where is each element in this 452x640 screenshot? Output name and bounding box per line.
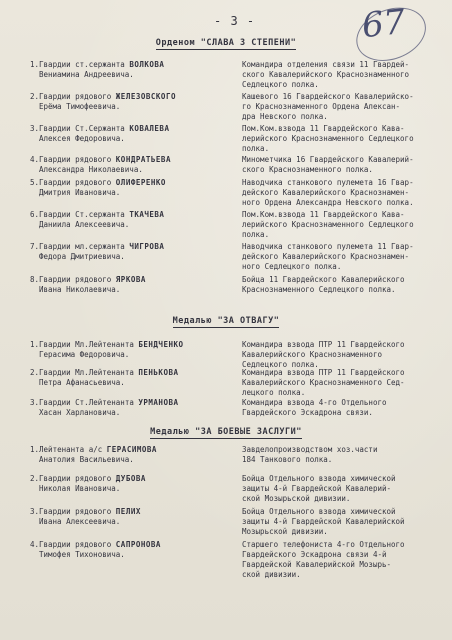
- rank-line: [30, 178, 230, 188]
- given-name-text: Федора Дмитриевича.: [39, 252, 125, 261]
- given-name-text: Тимофея Тихоновича.: [39, 550, 125, 559]
- given-name-text: Николая Ивановича.: [39, 484, 121, 493]
- position-line: ского Краснознаменного полка.: [242, 165, 373, 174]
- position-line: Командира взвода ПТР 11 Гвардейского: [242, 368, 405, 377]
- position-description: [242, 92, 442, 122]
- rank-line: [30, 507, 230, 517]
- surname-text: ПЕНЬКОВА: [138, 368, 179, 377]
- rank-line: [30, 474, 230, 484]
- position-line: Минометчика 16 Гвардейского Кавалерий-: [242, 155, 414, 164]
- rank-text: 1.Лейтенанта а/с: [30, 445, 107, 454]
- position-line: Бойца 11 Гвардейского Кавалерийского: [242, 275, 405, 284]
- recipient-name: [30, 340, 230, 360]
- surname-text: БЕНДЧЕНКО: [138, 340, 184, 349]
- position-description: [242, 210, 442, 240]
- position-line: Пом.Ком.взвода 11 Гвардейского Кава-: [242, 124, 405, 133]
- surname-text: ЧИГРОВА: [129, 242, 165, 251]
- recipient-name: [30, 124, 230, 144]
- position-description: [242, 155, 442, 175]
- position-description: [242, 178, 442, 208]
- given-name-text: Ерёма Тимофеевича.: [39, 102, 121, 111]
- recipient-name: [30, 60, 230, 80]
- rank-line: [30, 155, 230, 165]
- position-line: Наводчика станкового пулемета 16 Гвар-: [242, 178, 414, 187]
- position-description: [242, 398, 442, 418]
- recipient-name: [30, 540, 230, 560]
- surname-text: ВОЛКОВА: [129, 60, 165, 69]
- rank-line: [30, 540, 230, 550]
- surname-text: САПРОНОВА: [115, 540, 161, 549]
- given-name-text: Анатолия Васильевича.: [39, 455, 134, 464]
- position-line: дейского Кавалерийского Краснознамен-: [242, 188, 410, 197]
- rank-text: 7.Гвардии мл.сержанта: [30, 242, 130, 251]
- position-line: дра Невского полка.: [242, 112, 328, 121]
- rank-text: 2.Гвардии рядового: [30, 474, 116, 483]
- position-line: Командира отделения связи 11 Гвардей-: [242, 60, 410, 69]
- rank-line: [30, 60, 230, 70]
- position-line: ской дивизии.: [242, 570, 301, 579]
- rank-line: [30, 340, 230, 350]
- given-name-text: Алексея Федоровича.: [39, 134, 125, 143]
- surname-text: КОВАЛЕВА: [129, 124, 170, 133]
- position-line: Гвардейской Кавалерийской Мозырь-: [242, 560, 392, 569]
- rank-text: 3.Гвардии рядового: [30, 507, 116, 516]
- position-line: го Краснознаменного Ордена Алексан-: [242, 102, 401, 111]
- rank-line: [30, 210, 230, 220]
- recipient-name: [30, 210, 230, 230]
- position-description: [242, 124, 442, 154]
- position-line: лерийского Краснознаменного Седлецкого: [242, 220, 414, 229]
- rank-text: 2.Гвардии Мл.Лейтенанта: [30, 368, 139, 377]
- position-line: Наводчика станкового пулемета 11 Гвар-: [242, 242, 414, 251]
- surname-text: ЯРКОВА: [115, 275, 146, 284]
- given-name-text: Петра Афанасьевича.: [39, 378, 125, 387]
- section-title-medal-combat-merit: Медалью "ЗА БОЕВЫЕ ЗАСЛУГИ": [150, 427, 302, 437]
- given-name-text: Ивана Николаевича.: [39, 285, 121, 294]
- rank-text: 3.Гвардии Ст.Сержанта: [30, 124, 130, 133]
- rank-line: [30, 368, 230, 378]
- position-description: [242, 242, 442, 272]
- given-name-text: Вениамина Андреевича.: [39, 70, 134, 79]
- recipient-name: [30, 398, 230, 418]
- surname-text: ПЕЛИХ: [115, 507, 141, 516]
- rank-text: 6.Гвардии Ст.сержанта: [30, 210, 130, 219]
- position-line: ского Кавалерийского Краснознаменного: [242, 70, 410, 79]
- rank-text: 4.Гвардии рядового: [30, 155, 116, 164]
- position-description: [242, 474, 442, 504]
- section-title-medal-courage: Медалью "ЗА ОТВАГУ": [172, 316, 280, 326]
- recipient-name: [30, 368, 230, 388]
- position-line: Бойца Отдельного взвода химической: [242, 474, 396, 483]
- page-number: - 3 -: [214, 14, 256, 28]
- position-description: [242, 540, 442, 580]
- position-description: [242, 60, 442, 90]
- rank-text: 3.Гвардии Ст.Лейтенанта: [30, 398, 139, 407]
- position-line: Гвардейского Эскадрона связи.: [242, 408, 373, 417]
- position-line: Кашевого 16 Гвардейского Кавалерийско-: [242, 92, 414, 101]
- position-description: [242, 445, 442, 465]
- recipient-name: [30, 178, 230, 198]
- position-line: защиты 4-й Гвардейской Кавалерий-: [242, 484, 392, 493]
- position-line: Кавалерийского Краснознаменного: [242, 350, 382, 359]
- recipient-name: [30, 275, 230, 295]
- position-description: [242, 275, 442, 295]
- rank-line: [30, 124, 230, 134]
- given-name-text: Александра Николаевича.: [39, 165, 143, 174]
- surname-text: ОЛИФЕРЕНКО: [115, 178, 166, 187]
- position-description: [242, 507, 442, 537]
- surname-text: ЖЕЛЕЗОВСКОГО: [115, 92, 176, 101]
- given-name-text: Даниила Алексеевича.: [39, 220, 130, 229]
- rank-line: [30, 445, 230, 455]
- surname-text: ТКАЧЕВА: [129, 210, 165, 219]
- recipient-name: [30, 474, 230, 494]
- recipient-name: [30, 445, 230, 465]
- given-name-text: Дмитрия Ивановича.: [39, 188, 121, 197]
- position-line: 184 Танкового полка.: [242, 455, 333, 464]
- recipient-name: [30, 92, 230, 112]
- position-line: лерийского Краснознаменного Седлецкого: [242, 134, 414, 143]
- position-line: ного Седлецкого полка.: [242, 262, 342, 271]
- position-line: Кавалерийского Краснознаменного Сед-: [242, 378, 405, 387]
- position-line: дейского Кавалерийского Краснознамен-: [242, 252, 410, 261]
- position-line: Гвардейского Эскадрона связи 4-й: [242, 550, 387, 559]
- position-line: защиты 4-й Гвардейской Кавалерийской: [242, 517, 405, 526]
- surname-text: КОНДРАТЬЕВА: [115, 155, 171, 164]
- position-line: Командира взвода ПТР 11 Гвардейского: [242, 340, 405, 349]
- rank-text: 8.Гвардии рядового: [30, 275, 116, 284]
- position-line: Командира взвода 4-го Отдельного: [242, 398, 387, 407]
- position-line: Пом.Ком.взвода 11 Гвардейского Кава-: [242, 210, 405, 219]
- position-line: полка.: [242, 144, 270, 153]
- rank-line: [30, 242, 230, 252]
- rank-text: 1.Гвардии ст.сержанта: [30, 60, 130, 69]
- position-line: ской Мозырьской дивизии.: [242, 494, 351, 503]
- rank-text: 2.Гвардии рядового: [30, 92, 116, 101]
- rank-text: 1.Гвардии Мл.Лейтенанта: [30, 340, 139, 349]
- position-line: Бойца Отдельного взвода химической: [242, 507, 396, 516]
- given-name-text: Ивана Алексеевича.: [39, 517, 121, 526]
- position-line: Мозырьской дивизии.: [242, 527, 328, 536]
- rank-line: [30, 92, 230, 102]
- position-line: Краснознаменного Седлецкого полка.: [242, 285, 396, 294]
- recipient-name: [30, 507, 230, 527]
- position-line: полка.: [242, 230, 270, 239]
- position-description: [242, 368, 442, 398]
- position-description: [242, 340, 442, 370]
- rank-line: [30, 398, 230, 408]
- surname-text: УРМАНОВА: [138, 398, 179, 407]
- rank-text: 5.Гвардии рядового: [30, 178, 116, 187]
- given-name-text: Хасан Харлановича.: [39, 408, 121, 417]
- recipient-name: [30, 155, 230, 175]
- rank-text: 4.Гвардии рядового: [30, 540, 116, 549]
- surname-text: ДУБОВА: [115, 474, 146, 483]
- recipient-name: [30, 242, 230, 262]
- position-line: Седлецкого полка.: [242, 360, 319, 369]
- rank-line: [30, 275, 230, 285]
- position-line: Старшего телефониста 4-го Отдельного: [242, 540, 405, 549]
- surname-text: ГЕРАСИМОВА: [106, 445, 157, 454]
- position-line: лецкого полка.: [242, 388, 306, 397]
- archive-page-number: 67: [360, 1, 408, 47]
- position-line: Седлецкого полка.: [242, 80, 319, 89]
- section-title-order-glory: Орденом "СЛАВА 3 СТЕПЕНИ": [155, 38, 297, 48]
- given-name-text: Герасима Федоровича.: [39, 350, 130, 359]
- position-line: Завделопроизводством хоз.части: [242, 445, 378, 454]
- position-line: ного Ордена Александра Невского полка.: [242, 198, 414, 207]
